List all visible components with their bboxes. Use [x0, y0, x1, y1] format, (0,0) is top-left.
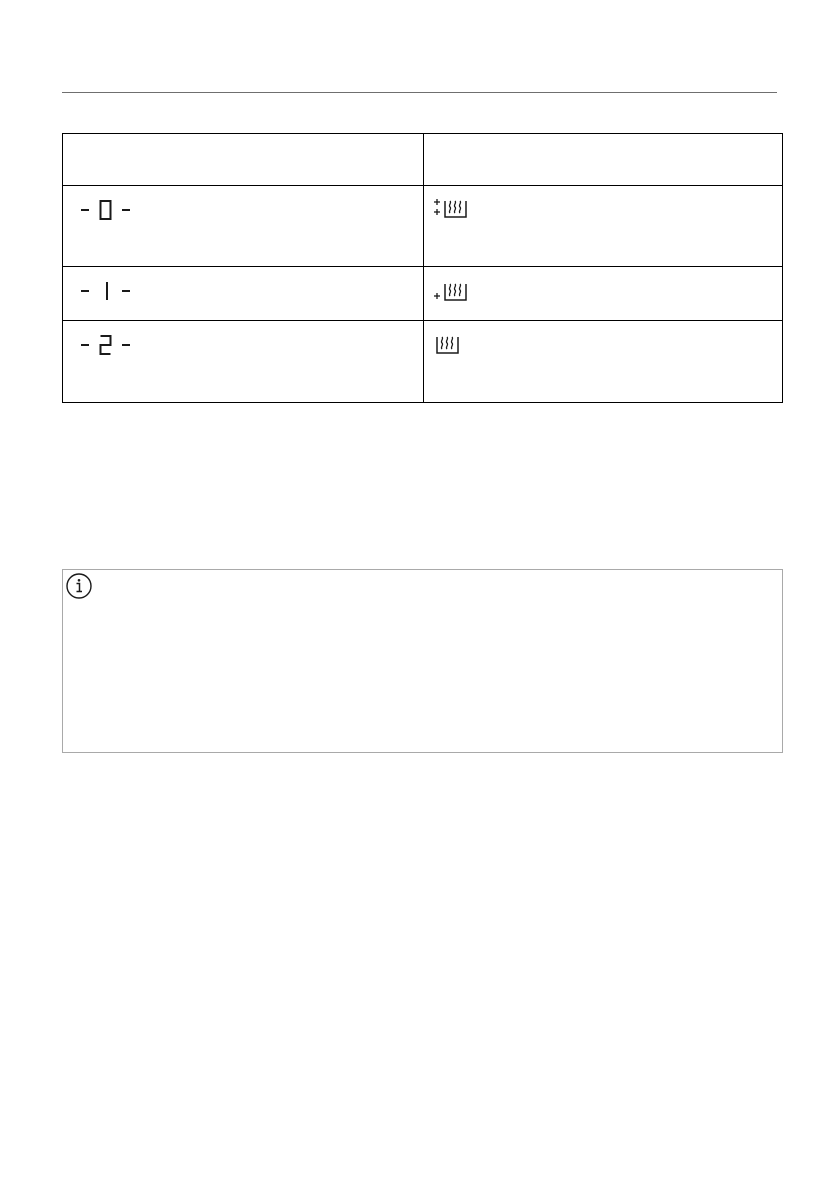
display-reading-1: [81, 281, 133, 301]
settings-table: [62, 133, 783, 403]
plus-heat-symbol-icon: [433, 280, 469, 304]
heat-symbol-icon: [425, 333, 461, 357]
display-reading-0: [81, 200, 133, 220]
display-reading-2: [81, 335, 133, 355]
info-icon: [65, 572, 93, 605]
header-rule: [62, 92, 777, 93]
row-divider: [63, 266, 782, 267]
header-row-divider: [63, 185, 782, 186]
plus-plus-heat-symbol-icon: [433, 197, 469, 221]
column-divider: [423, 134, 424, 402]
row-divider: [63, 320, 782, 321]
info-note: [62, 569, 783, 753]
